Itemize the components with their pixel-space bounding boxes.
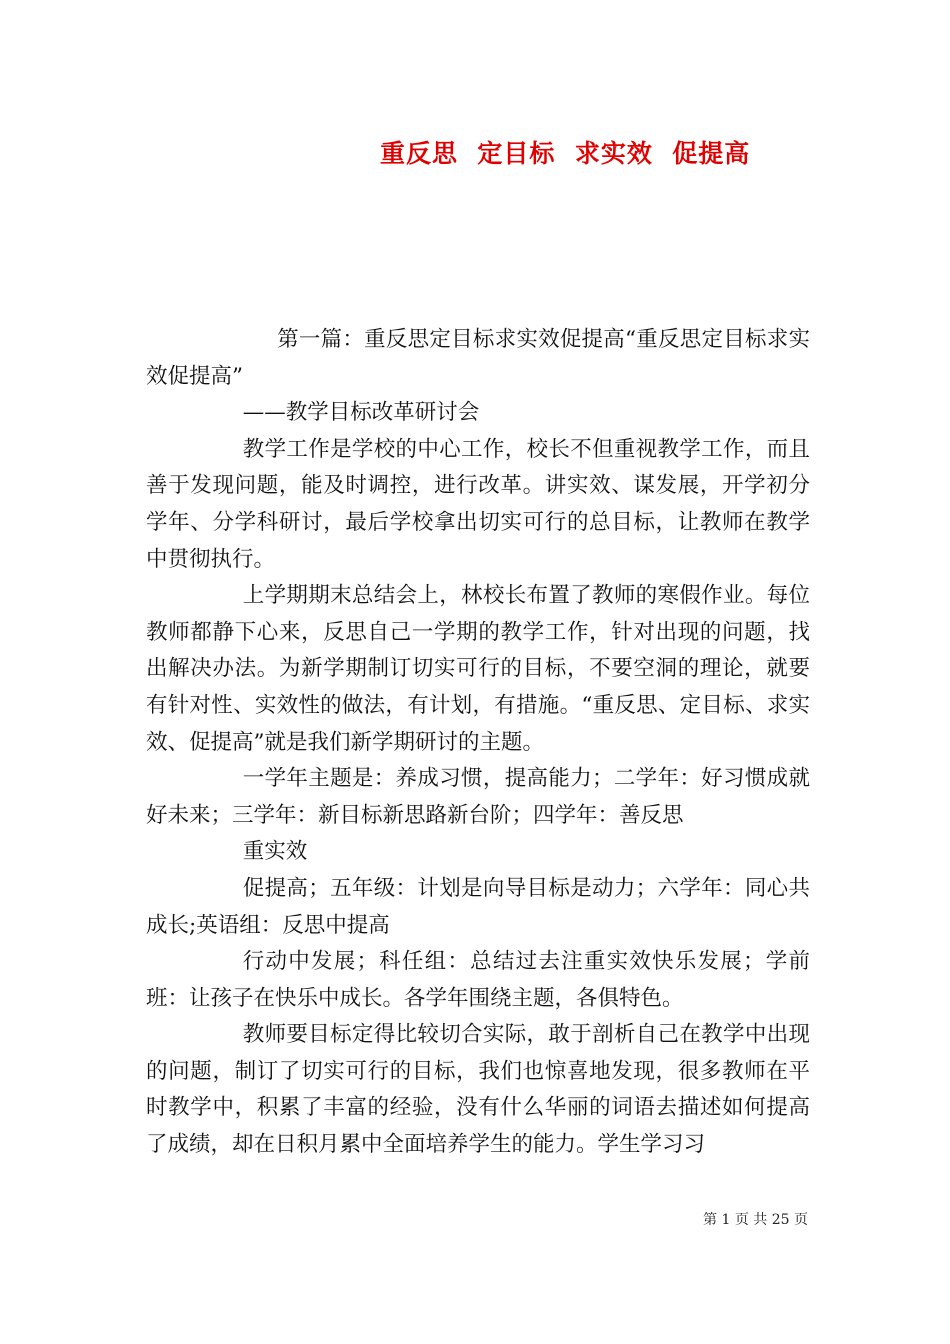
paragraph: 重实效 [242,839,308,865]
paragraph: 教学工作是学校的中心工作，校长不但重视教学工作，而且善于发现问题，能及时调控，进行改革。讲实效、谋发展，开学初分学年、分学科研讨，最后学校拿出切实可行的总目标，让教师在教学中贯彻执行。 [146,436,810,572]
paragraph: 上学期期末总结会上，林校长布置了教师的寒假作业。每位教师都静下心来，反思自己一学期的教学工作，针对出现的问题，找出解决办法。为新学期制订切实可行的目标，不要空洞的理论，就要有针对性、实效性的做法，有计划，有措施。“重反思、定目标、求实效、促提高”就是我们新学期研讨的主题。 [146,583,810,755]
paragraph-heading: 第一篇：重反思定目标求实效促提高“重反思定目标求实效促提高” [146,327,810,389]
paragraph-subtitle: ——教学目标改革研讨会 [242,400,480,426]
paragraph: 教师要目标定得比较切合实际，敢于剖析自己在教学中出现的问题，制订了切实可行的目标，我们也惊喜地发现，很多教师在平时教学中，积累了丰富的经验，没有什么华丽的词语去描述如何提高了成绩，却在日积月累中全面培养学生的能力。学生学习习 [146,1022,810,1158]
document-body [146,322,810,1164]
paragraph: 促提高；五年级：计划是向导目标是动力；六学年：同心共成长;英语组：反思中提高 [146,875,810,938]
page-number: 第 1 页 共 25 页 [703,1212,808,1228]
document-title: 重反思 定目标 求实效 促提高 [380,139,751,168]
paragraph: 行动中发展；科任组：总结过去注重实效快乐发展；学前班：让孩子在快乐中成长。各学年围绕主题，各俱特色。 [146,949,810,1011]
paragraph: 一学年主题是：养成习惯，提高能力；二学年：好习惯成就好未来；三学年：新目标新思路新台阶；四学年：善反思 [146,766,810,828]
